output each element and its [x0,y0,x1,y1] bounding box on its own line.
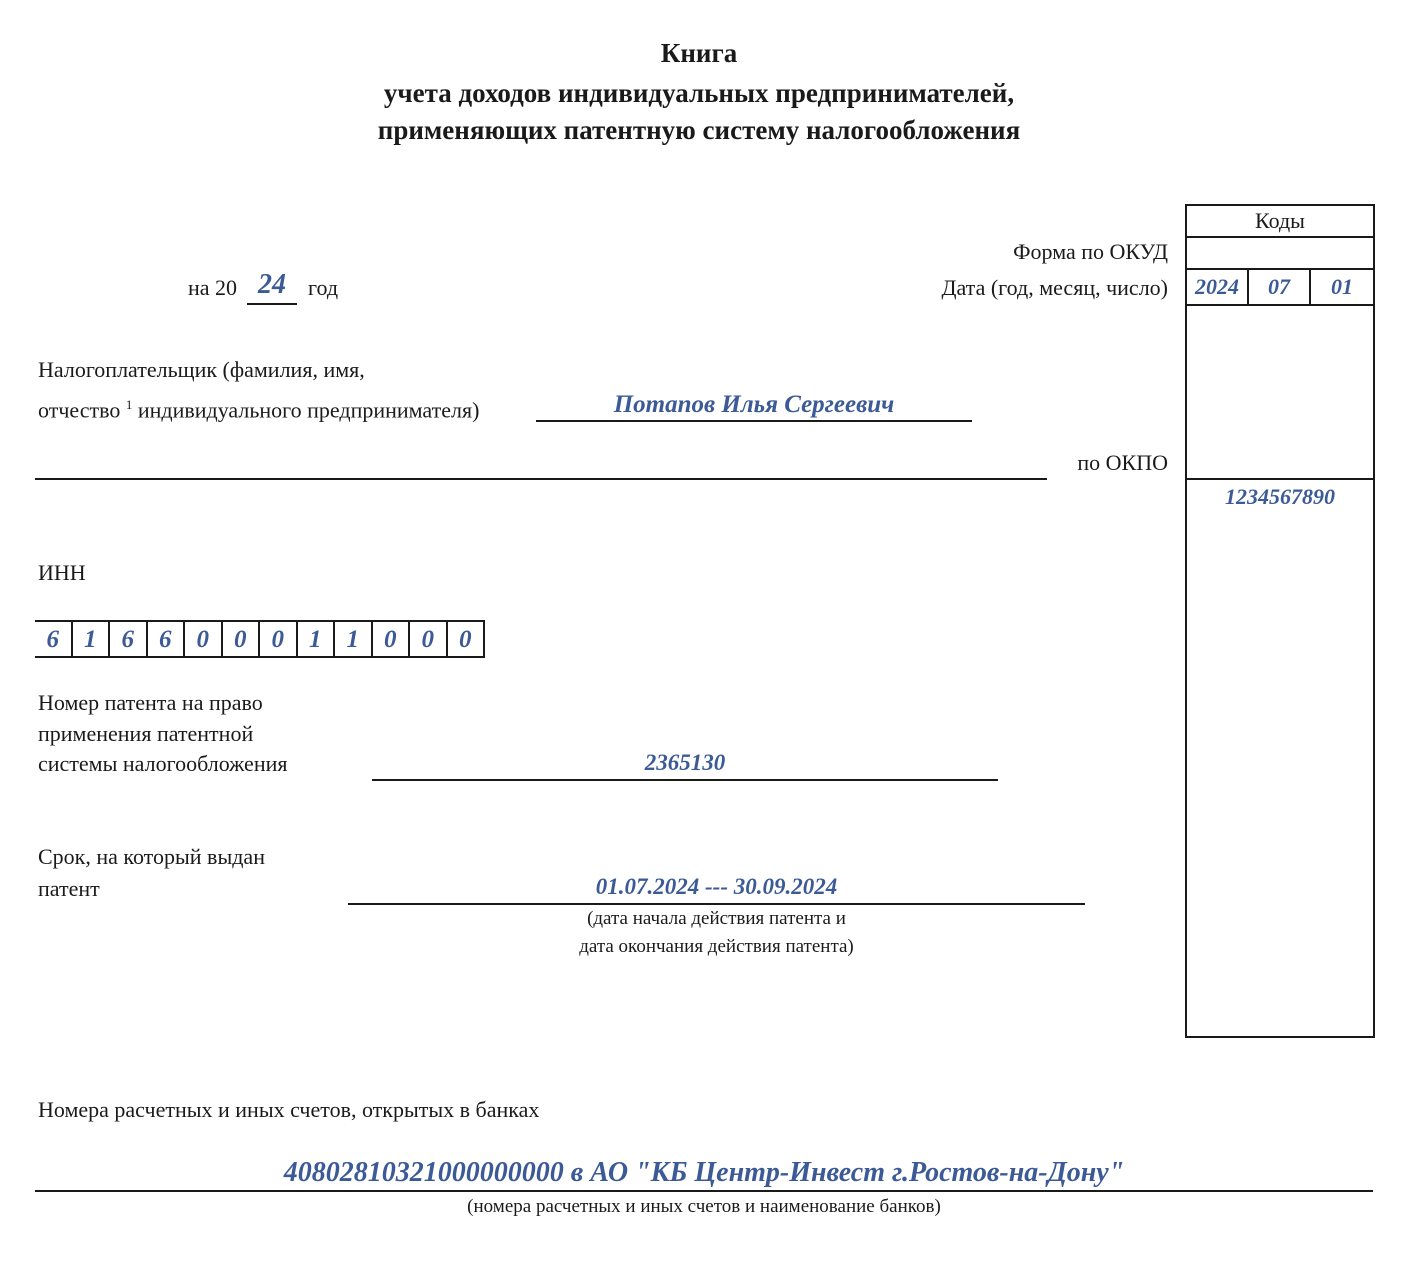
date-label: Дата (год, месяц, число) [941,275,1168,300]
taxpayer-label-line2 [38,390,479,425]
inn-digit-8: 1 [298,620,336,658]
year-prefix: на 20 [188,275,238,300]
inn-digit-2: 1 [73,620,111,658]
inn-digit-5: 0 [185,620,223,658]
codes-table [1185,204,1375,1038]
document-title: Книга [660,38,738,68]
taxpayer-label-otchestvo: отчество [38,397,121,423]
patent-label-line2: применения патентной [38,721,254,746]
year-value: 24 [258,269,286,300]
taxpayer-label-line1: Налогоплательщик (фамилия, имя, [38,357,365,382]
inn-label: ИНН [38,560,86,585]
inn-digit-3: 6 [110,620,148,658]
term-label-line1: Срок, на который выдан [38,844,265,869]
empty-code-cell [1187,306,1373,480]
inn-digit-1: 6 [35,620,73,658]
date-month-cell: 07 [1247,270,1309,304]
inn-digit-12: 0 [448,620,486,658]
term-label-line2: патент [38,876,100,901]
inn-digit-4: 6 [148,620,186,658]
date-day-cell: 01 [1309,270,1373,304]
taxpayer-second-line [35,478,1047,480]
inn-digit-7: 0 [260,620,298,658]
year-underline [247,303,297,305]
okud-cell [1187,238,1373,270]
patent-label-line3: системы налогообложения [38,751,288,776]
taxpayer-label-ip: индивидуального предпринимателя) [137,397,480,423]
taxpayer-name: Потапов Илья Сергеевич [613,391,895,418]
year-suffix: год [308,275,339,300]
okpo-label: по ОКПО [1077,450,1168,475]
inn-digit-10: 0 [373,620,411,658]
okpo-value: 1234567890 [1225,484,1335,509]
accounts-label: Номера расчетных и иных счетов, открытых в банках [38,1097,540,1122]
document-title-line2: учета доходов индивидуальных предпринимателей, [383,78,1015,108]
term-caption-line1: (дата начала действия патента и [587,908,846,929]
accounts-value: 40802810321000000000 в АО "КБ Центр-Инвест г.Ростов-на-Дону" [283,1157,1125,1188]
date-year-cell: 2024 [1195,274,1239,299]
inn-digit-11: 0 [410,620,448,658]
document-title-line3: применяющих патентную систему налогообложения [377,115,1021,145]
term-value: 01.07.2024 --- 30.09.2024 [595,874,838,899]
inn-digit-6: 0 [223,620,261,658]
okud-label: Форма по ОКУД [1013,239,1168,264]
accounts-caption: (номера расчетных и иных счетов и наименование банков) [467,1196,941,1217]
date-cells [1187,270,1373,306]
codes-header: Коды [1187,206,1373,238]
inn-boxes [35,620,485,656]
footnote-marker: 1 [125,397,133,412]
inn-digit-9: 1 [335,620,373,658]
accounts-underline [35,1190,1373,1192]
taxpayer-underline [536,420,972,422]
patent-number: 2365130 [644,750,726,775]
patent-label-line1: Номер патента на право [38,690,263,715]
patent-underline [372,779,998,781]
term-caption-line2: дата окончания действия патента) [579,936,854,957]
